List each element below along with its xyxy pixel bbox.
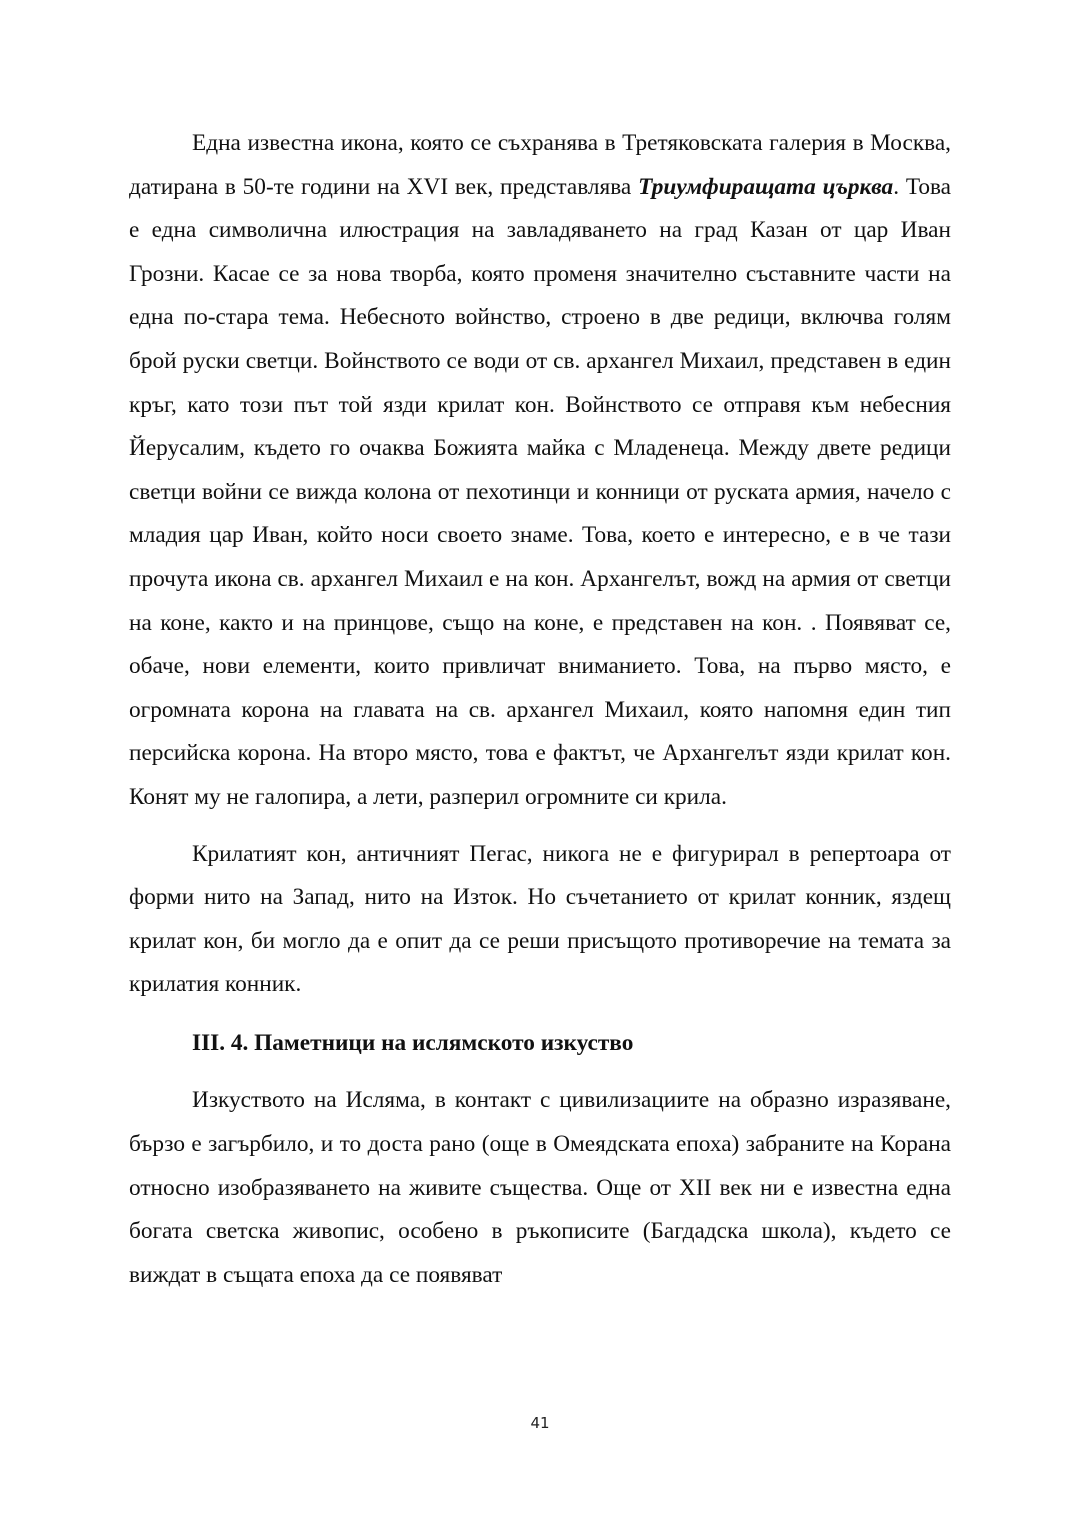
emphasized-title: Триумфиращата църква (638, 173, 894, 200)
section-heading: III. 4. Паметници на ислямското изкуство (192, 1029, 634, 1056)
paragraph-triumphant-church-icon (129, 122, 951, 820)
paragraph-islamic-art (129, 1079, 951, 1297)
paragraph-text: . Това е една символична илюстрация на завладяването на град Казан от цар Иван Грозни. Касае се за нова творба, която променя значително съставните части на една по-стара тема. Небесното войнство, строено в две редици, включва голям брой руски светци. Войнството се води от св. архангел Михаил, представен в един кръг, като този път той язди крилат кон. Войнството се отправя към небесния Йерусалим, където го очаква Божията майка с Младенеца. Между двете редици светци войни се вижда колона от пехотинци и конници от руската армия, начело с младия цар Иван, който носи своето знаме. Това, което е интересно, е в че тази прочута икона св. архангел Михаил е на кон. Архангелът, вожд на армия от светци на коне, както и на принцове, също на коне, е представен на кон. . Появяват се, обаче, нови елементи, които привличат вниманието. Това, на първо място, е огромната корона на главата на св. архангел Михаил, която напомня един тип персийска корона. На второ място, това е фактът, че Архангелът язди крилат кон. Конят му не галопира, а лети, разперил огромните си крила. (129, 173, 951, 810)
paragraph-winged-horse (129, 833, 951, 1007)
paragraph-text: Изкуството на Исляма, в контакт с цивилизациите на образно изразяване, бързо е загърбило, и то доста рано (още в Омеядската епоха) забраните на Корана относно изобразяването на живите същества. Още от XII век ни е известна една богата светска живопис, особено в ръкописите (Багдадска школа), където се виждат в същата епоха да се появяват (129, 1087, 951, 1288)
paragraph-text: Една известна икона, която се съхранява в Третяковската галерия в Москва, датирана в 50-те години на XVI век, представлява (129, 130, 951, 200)
paragraph-text: Крилатият кон, античният Пегас, никога не е фигурирал в репертоара от форми нито на Запад, нито на Изток. Но съчетанието от крилат конник, яздещ крилат кон, би могло да е опит да се реши присъщото противоречие на темата за крилатия конник. (129, 840, 951, 998)
document-body (129, 122, 951, 1297)
page-number: 41 (530, 1414, 550, 1432)
